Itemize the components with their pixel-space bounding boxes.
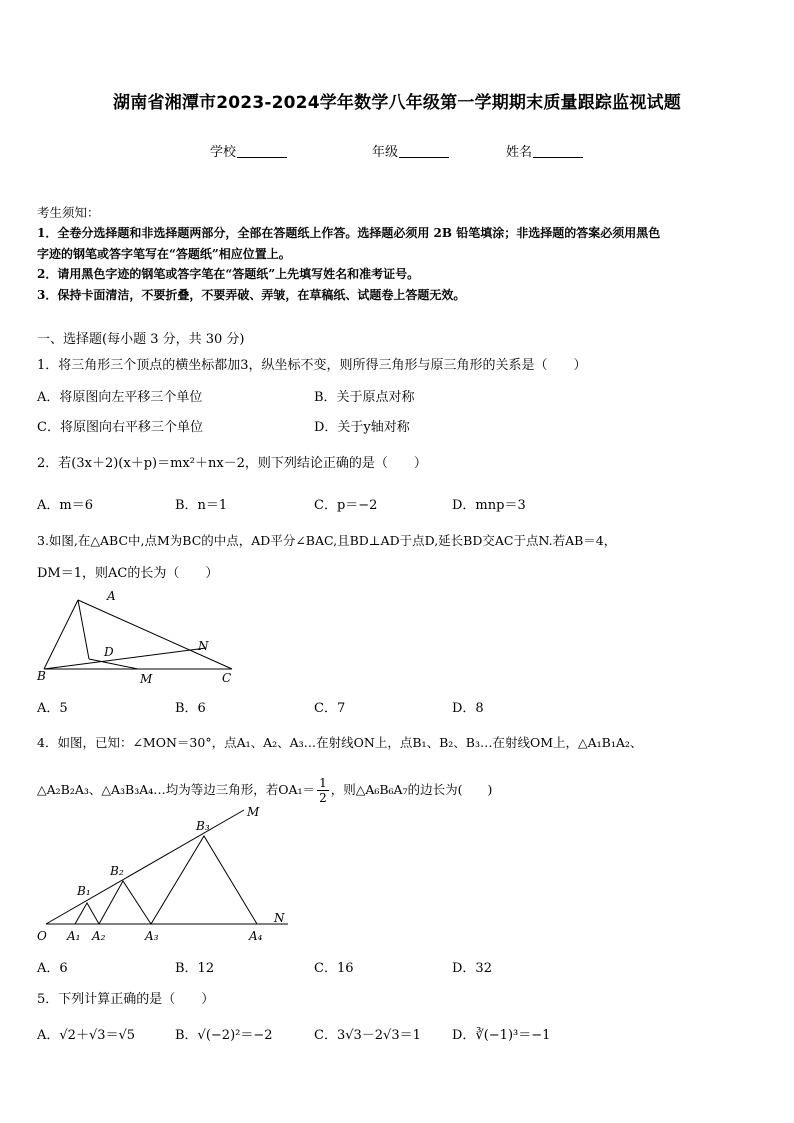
notice-line-1a: 1．全卷分选择题和非选择题两部分，全部在答题纸上作答。选择题必须用 2B 铅笔填涂；非选择题的答案必须用黑色 [37,226,661,240]
q2-option-b: B．n＝1 [175,498,228,513]
q4-label-b2: B₂ [110,864,124,878]
q4-option-b: B．12 [175,961,215,976]
q4-triangle-3 [151,836,257,924]
q4-fraction [317,776,329,805]
grade-label: 年级 [372,145,399,160]
q4-label-n: N [274,911,285,925]
q4-label-a1: A₁ [67,929,81,943]
notice-line-3: 3．保持卡面清洁，不要折叠，不要弄破、弄皱，在草稿纸、试题卷上答题无效。 [37,288,466,302]
q1-option-a: A．将原图向左平移三个单位 [37,390,203,405]
q3-stem-line-2: DM＝1，则AC的长为（ ） [37,566,219,581]
q4-label-b1: B₁ [77,884,91,898]
q4-ray-om [46,810,244,924]
q5-option-c: C．3√3－2√3＝1 [314,1028,421,1043]
q5-option-a: A．√2＋√3＝√5 [37,1028,136,1043]
q1-option-b: B．关于原点对称 [314,390,415,405]
q4-label-a3: A₃ [145,929,159,943]
q3-option-d: D．8 [452,701,484,716]
section-heading: 一、选择题(每小题 3 分，共 30 分) [37,332,245,347]
q4-option-c: C．16 [314,961,354,976]
q2-option-a: A．m＝6 [37,498,93,513]
school-blank [237,145,287,158]
q3-figure [34,586,244,686]
school-label: 学校 [210,145,237,160]
q3-stem-line-1: 3.如图,在△ABC中,点M为BC的中点，AD平分∠BAC,且BD⊥AD于点D,延长BD交AC于点N.若AB＝4， [37,533,617,548]
q3-label-n: N [198,639,209,653]
q4-triangle-2 [99,881,151,924]
q4-label-m: M [247,805,260,819]
q4-label-a2: A₂ [92,929,106,943]
q5-stem: 5．下列计算正确的是（ ） [37,992,215,1007]
name-label: 姓名 [506,145,533,160]
q4-triangle-1 [75,903,99,924]
q4-stem-part-2: ，则△A₆B₆A₇的边长为( ) [330,782,493,797]
q3-label-d: D [104,645,114,659]
q5-option-d: D．∛(−1)³＝−1 [452,1028,551,1043]
grade-field [372,141,449,160]
q4-fraction-numerator: 1 [319,776,327,790]
name-blank [533,145,583,158]
q4-fraction-denominator: 2 [319,791,327,805]
q3-label-c: C [222,671,232,685]
q1-option-c: C．将原图向右平移三个单位 [37,420,203,435]
q4-stem-line-1: 4．如图，已知：∠MON＝30°，点A₁、A₂、A₃…在射线ON上，点B₁、B₂、B₃…在射线OM上，△A₁B₁A₂、 [37,735,643,750]
q3-option-c: C．7 [314,701,346,716]
school-field [210,141,287,160]
q4-option-a: A．6 [37,961,68,976]
page-title: 湖南省湘潭市2023-2024学年数学八年级第一学期期末质量跟踪监视试题 [113,93,681,113]
q4-option-d: D．32 [452,961,492,976]
q5-option-b: B．√(−2)²＝−2 [175,1028,273,1043]
q3-option-b: B．6 [175,701,206,716]
q4-stem-part-1: △A₂B₂A₃、△A₃B₃A₄…均为等边三角形，若OA₁＝ [37,782,316,797]
q1-stem: 1．将三角形三个顶点的横坐标都加3，纵坐标不变，则所得三角形与原三角形的关系是（ ） [37,358,587,373]
notice-heading: 考生须知： [37,205,100,220]
q1-option-d: D．关于y轴对称 [314,420,410,435]
q4-label-a4: A₄ [249,929,263,943]
q3-label-m: M [140,672,153,686]
q3-label-a: A [107,589,116,603]
notice-line-2: 2．请用黑色字迹的钢笔或答字笔在“答题纸”上先填写姓名和准考证号。 [37,267,420,281]
q3-option-a: A．5 [37,701,68,716]
notice-line-1b: 字迹的钢笔或答字笔写在“答题纸”相应位置上。 [37,247,291,261]
q3-label-b: B [37,669,46,683]
q4-stem-line-2 [37,776,492,805]
q3-segment-dm [89,659,138,669]
q4-label-b3: B₃ [196,819,210,833]
grade-blank [399,145,449,158]
q2-option-d: D．mnp＝3 [452,498,526,513]
q2-option-c: C．p＝−2 [314,498,378,513]
q4-label-o: O [37,929,47,943]
q2-stem: 2．若(3x＋2)(x＋p)＝mx²＋nx－2，则下列结论正确的是（ ） [37,456,427,471]
q3-segment-ab [44,600,78,669]
name-field [506,141,583,160]
q3-segment-ac [78,600,232,669]
q3-segment-ad [78,600,89,659]
q4-figure [34,803,294,948]
